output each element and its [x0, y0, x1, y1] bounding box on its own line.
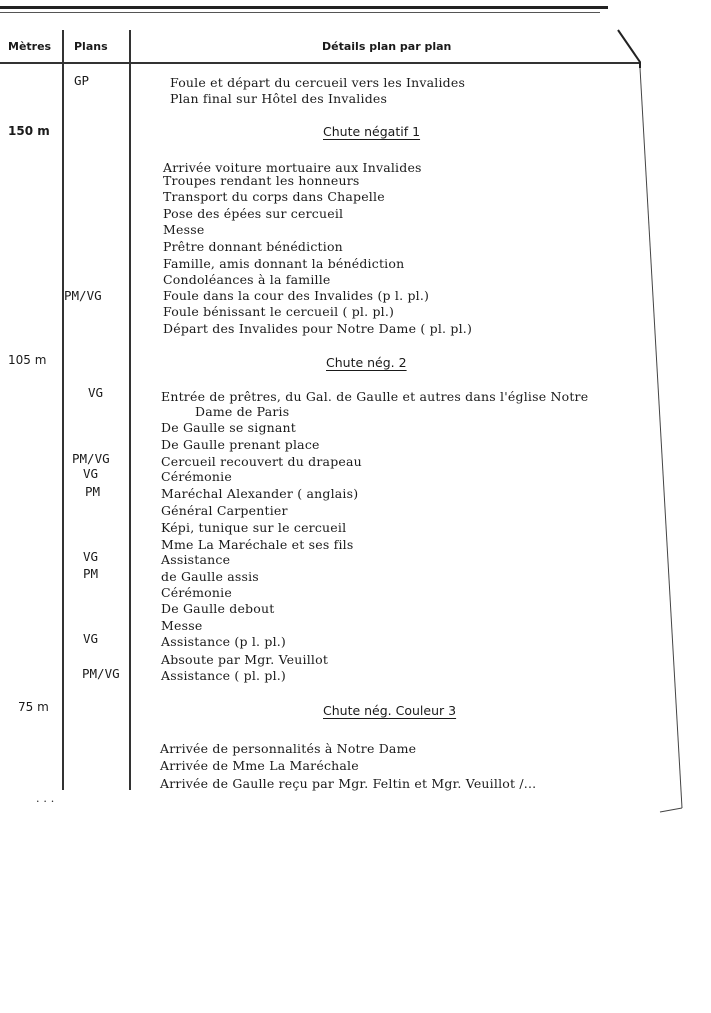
shot-detail: Pose des épées sur cercueil [163, 206, 344, 221]
shot-detail: Foule bénissant le cercueil ( pl. pl.) [163, 304, 395, 319]
shot-detail: Cérémonie [161, 585, 232, 600]
shot-detail: Assistance (p l. pl.) [161, 634, 287, 649]
plan-code: PM [83, 566, 99, 581]
top-border-line [0, 6, 608, 9]
plan-code: PM/VG [64, 288, 102, 303]
plan-code: VG [83, 466, 99, 481]
shot-detail: Maréchal Alexander ( anglais) [161, 486, 359, 501]
shot-detail: de Gaulle assis [161, 569, 259, 584]
metre-mark: 105 m [8, 353, 47, 367]
shot-detail: Arrivée de Mme La Maréchale [160, 758, 359, 773]
header-plans: Plans [74, 40, 108, 53]
plan-code: PM/VG [82, 666, 120, 681]
shot-detail: Transport du corps dans Chapelle [163, 189, 385, 204]
plan-code: VG [83, 631, 99, 646]
header-rule [0, 62, 640, 64]
shot-detail: De Gaulle se signant [161, 420, 297, 435]
shot-detail: Famille, amis donnant la bénédiction [163, 256, 405, 271]
shot-detail: Dame de Paris [195, 404, 290, 419]
header-details: Détails plan par plan [322, 40, 452, 53]
plan-code: PM/VG [72, 451, 110, 466]
shot-detail: De Gaulle prenant place [161, 437, 320, 452]
plan-code: VG [88, 385, 104, 400]
chute-title: Chute nég. 2 [326, 355, 407, 370]
shot-detail: Arrivée voiture mortuaire aux Invalides [163, 160, 422, 175]
column-divider-metres [62, 30, 64, 790]
shot-detail: Départ des Invalides pour Notre Dame ( pl. pl.) [163, 321, 473, 336]
shot-detail: Messe [163, 222, 205, 237]
shot-detail: Képi, tunique sur le cercueil [161, 520, 347, 535]
page-corner-fold [600, 28, 690, 818]
column-divider-plans [129, 30, 131, 790]
plan-code: VG [83, 549, 99, 564]
shot-detail: Assistance ( pl. pl.) [161, 668, 287, 683]
chute-title: Chute nég. Couleur 3 [323, 703, 457, 718]
plan-code: PM [85, 484, 101, 499]
shot-detail: Assistance [161, 552, 231, 567]
shot-detail: Entrée de prêtres, du Gal. de Gaulle et autres dans l'église Notre [161, 389, 589, 404]
shot-detail: Messe [161, 618, 203, 633]
shot-detail: Cercueil recouvert du drapeau [161, 454, 362, 469]
shot-detail: Général Carpentier [161, 503, 288, 518]
metre-mark: 75 m [18, 700, 49, 714]
top-border-line-thin [0, 12, 600, 13]
shot-detail: Troupes rendant les honneurs [163, 173, 360, 188]
shot-detail: Foule dans la cour des Invalides (p l. pl.) [163, 288, 430, 303]
shot-detail: Mme La Maréchale et ses fils [161, 537, 354, 552]
shot-detail: De Gaulle debout [161, 601, 275, 616]
metre-mark: 150 m [8, 124, 50, 138]
header-metres: Mètres [8, 40, 52, 53]
shot-detail: Cérémonie [161, 469, 232, 484]
shot-detail: Prêtre donnant bénédiction [163, 239, 343, 254]
plan-code: GP [74, 73, 90, 88]
shot-detail: Absoute par Mgr. Veuillot [161, 652, 329, 667]
continuation-marker: . . . [36, 792, 55, 805]
shot-detail: Foule et départ du cercueil vers les Invalides [170, 75, 466, 90]
shot-detail: Arrivée de personnalités à Notre Dame [160, 741, 417, 756]
chute-title: Chute négatif 1 [323, 124, 421, 139]
shot-detail: Condoléances à la famille [163, 272, 331, 287]
shot-detail: Plan final sur Hôtel des Invalides [170, 91, 388, 106]
shot-detail: Arrivée de Gaulle reçu par Mgr. Feltin et Mgr. Veuillot /... [160, 776, 537, 791]
